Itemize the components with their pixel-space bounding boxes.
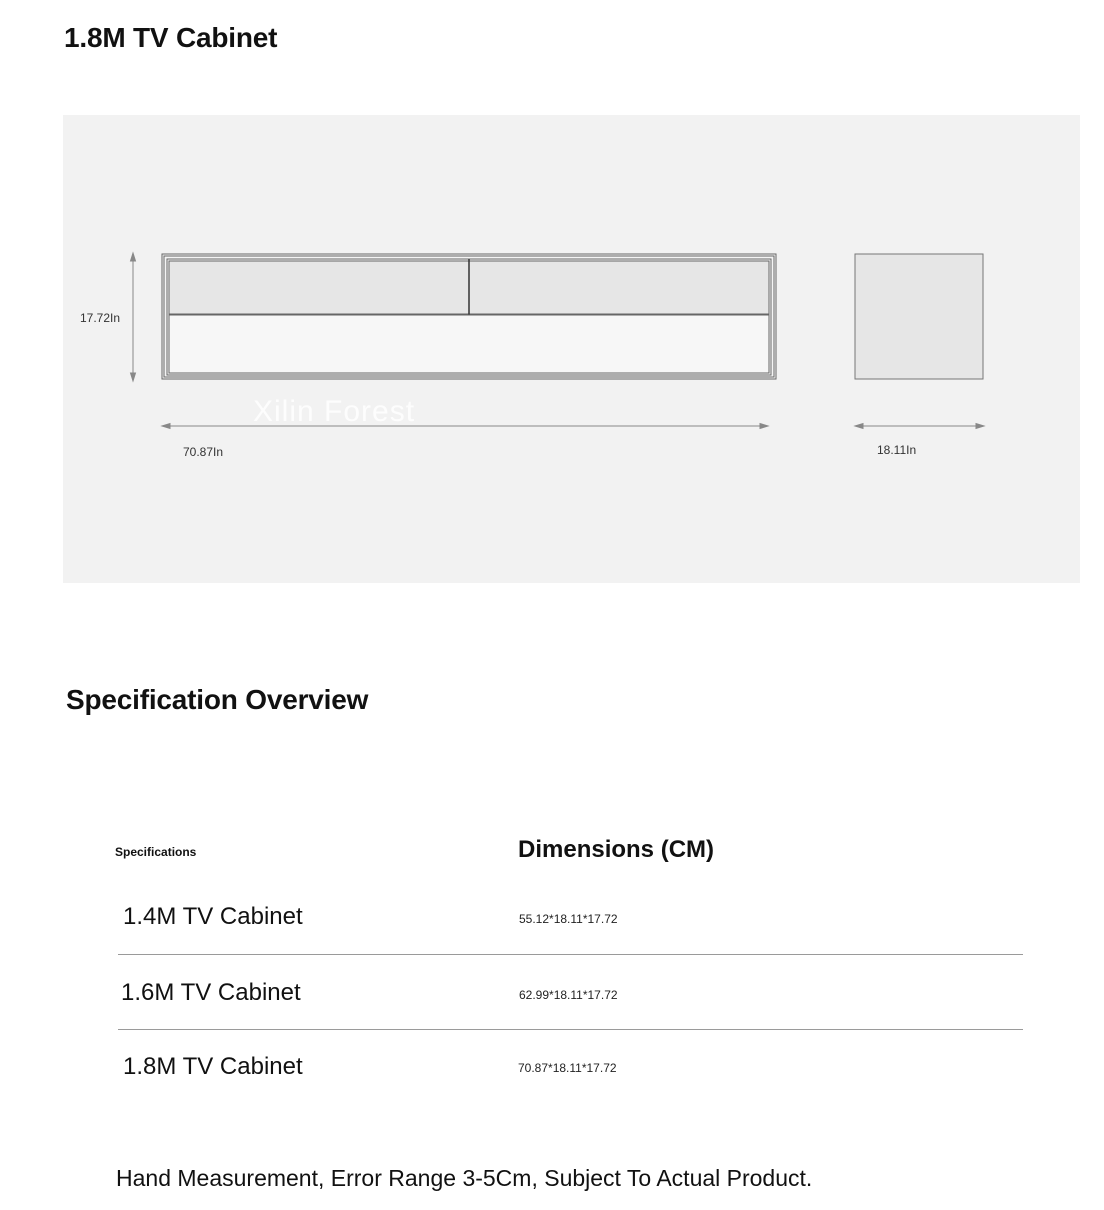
product-title: 1.8M TV Cabinet [64, 22, 278, 53]
depth-arrow [855, 424, 984, 429]
depth-label: 18.11In [877, 443, 917, 457]
watermark: Xilin Forest [253, 395, 416, 428]
row-divider [118, 1029, 1023, 1030]
front-view [162, 254, 776, 379]
row-dims: 62.99*18.11*17.72 [519, 988, 618, 1002]
header-dimensions: Dimensions (CM) [518, 836, 715, 863]
measurement-note: Hand Measurement, Error Range 3-5Cm, Subject To Actual Product. [116, 1165, 813, 1191]
table-header [105, 820, 1035, 890]
table-row [105, 1040, 1035, 1115]
row-dims: 70.87*18.11*17.72 [518, 1061, 617, 1075]
row-divider [118, 954, 1023, 955]
header-specifications: Specifications [115, 845, 197, 859]
row-name: 1.4M TV Cabinet [123, 903, 303, 930]
height-arrow [131, 253, 136, 381]
section-title: Specification Overview [66, 684, 369, 715]
dimension-diagram [63, 115, 1080, 583]
cabinet-drawing [63, 115, 1080, 583]
spec-table [105, 820, 1035, 1115]
width-label: 70.87In [183, 445, 224, 459]
row-name: 1.6M TV Cabinet [121, 979, 301, 1006]
height-label: 17.72In [80, 311, 121, 325]
row-dims: 55.12*18.11*17.72 [519, 912, 618, 926]
table-row [105, 965, 1035, 1040]
side-view [855, 254, 983, 379]
row-name: 1.8M TV Cabinet [123, 1053, 303, 1080]
table-row [105, 890, 1035, 965]
